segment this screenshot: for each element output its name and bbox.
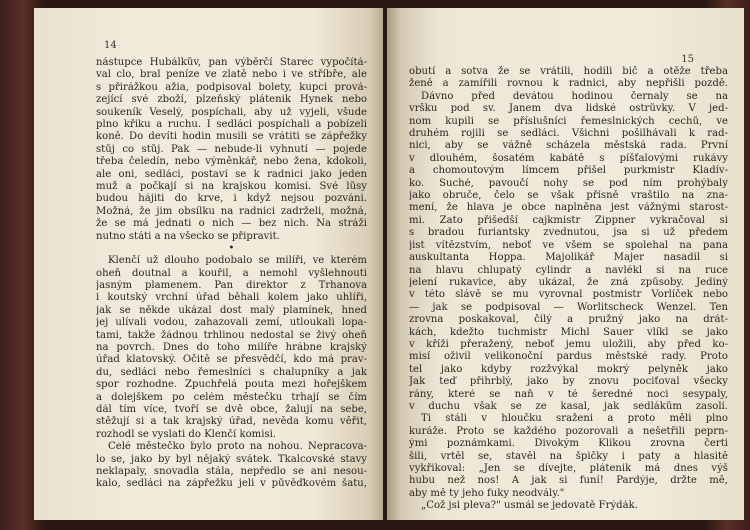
right-page-text <box>409 66 728 513</box>
text-line: dál tím více, tvoří se dvě obce, žalují na sebe, <box>96 403 367 415</box>
text-line: obutí a sotva že se vrátili, hodili bič a otěže třeba <box>409 66 728 77</box>
text-line: muž a počkají si na krajskou komisi. Své lůsy <box>96 181 367 193</box>
text-line: jelení rukavice, aby ukázal, že zná způsoby. Jediný <box>409 276 728 288</box>
text-line: v duchu však se ze kasal, jak sedlákům zasolí. <box>409 400 728 412</box>
text-line: kalo, sedláci na zápřežku jeli v půvěďkovém šatu, <box>96 478 367 490</box>
text-line: Dávno před devátou hodinou černaly se na <box>421 90 728 102</box>
text-line: kuráže. Proto se každého pozorovali a nešetřili peprn- <box>409 425 728 437</box>
text-line: mi. Zato přišedší cajkmistr Zippner vykračoval si <box>409 214 728 226</box>
left-page <box>34 8 383 520</box>
text-line: Jak teď přihrblý, jako by znovu pociťoval všecky <box>409 376 728 388</box>
text-line: budou hájiti do krve, i když nejsou pozváni. <box>96 193 367 205</box>
text-line: koně. Do devíti hodin musili se vrátiti se zápřežky <box>96 131 367 143</box>
text-line: třeba čeledín, nebo výměnkář, nebo žena, kdokoli, <box>96 156 367 168</box>
text-line: nástupce Hubálkův, pan výběrčí Starec vypočítá- <box>96 57 367 68</box>
page-number-left: 14 <box>104 40 117 51</box>
text-line: v dlouhém, šosatém kabátě s píšťalovými rukávy <box>409 152 728 164</box>
text-line: ale oni, sedláci, postaví se k radnici jako jeden <box>96 168 367 180</box>
text-line: stěžují si a tak krajský úřad, nevěda komu věřit, <box>96 416 367 428</box>
text-line: „Což jsi pleva?" usmál se jedovatě Frýdák. <box>421 500 638 512</box>
text-line: rozhodl se vyslati do Klenčí komisi. <box>96 428 277 440</box>
text-line: Celé městečko bylo proto na nohou. Nepracova- <box>108 441 367 453</box>
text-line: tami, takže žádnou trhlinou nedostal se živý oheň <box>96 329 367 341</box>
text-line: a chomoutovým límcem přišel purkmistr Kladív- <box>409 165 728 177</box>
text-line: lo se, jako by byl nějaký svátek. Tkalcovské stavy <box>96 453 367 465</box>
text-line: aby mě ty jeho fuky neodvály." <box>409 487 565 499</box>
text-line: val clo, bral peníze ve zlatě nebo i ve stříbře, ale <box>96 69 367 81</box>
text-line: auskultanta Hoppa. Majolikář Majer nasadil si <box>409 252 728 264</box>
text-line: že se má jednati o nich — bez nich. Na stráži <box>96 218 367 230</box>
text-line: du, sedláci nebo řemeslníci s chalupníky a jak <box>96 366 367 378</box>
text-line: na hlavu chlupatý cylindr a navlékl si na ruce <box>409 264 728 276</box>
text-line: a dolejškem po celém městečku trhají se čím <box>96 391 367 403</box>
page-number-right: 15 <box>681 54 694 65</box>
text-line: soukeník Veselý, pospíchali, aby už vyjeli, všude <box>96 106 367 118</box>
text-line: Možná, že jim obsílku na radnici zadrželi, možná, <box>96 205 367 217</box>
text-line: Ti stáli v hloučku sraženi a proto měli plno <box>421 413 728 425</box>
text-line: v kříži přeražený, neboť jemu uložili, aby před ko- <box>409 338 728 350</box>
text-line: šili, vrtěl se, stavěl na špičky i paty a hlasitě <box>409 450 728 462</box>
text-line: oheň doutnal a kouřil, a nemohl vyšlehnouti <box>96 267 367 279</box>
text-line: i koutský vrchní úřad běhali kolem jako uhlíři, <box>96 292 367 304</box>
text-line: hubu než nos! A jak si funí! Pardýje, držte mě, <box>409 475 728 487</box>
text-line: zející své zboží, plzeňský plátenik Hynek nebo <box>96 94 367 106</box>
text-line: vršku pod sv. Janem dva lidské ostrůvky. V jed- <box>409 103 728 115</box>
text-line: plno křiku a ruchu. I sedláci pospíchali a pobízeli <box>96 119 367 131</box>
text-line: nutno státi a na všecko se připravit. <box>96 230 280 242</box>
text-line: v této slávě se mu vyrovnal postmistr Vorlíček nebo <box>409 289 728 301</box>
text-line: mení, že hlava je obce naplněna jest vážnými starost- <box>409 202 728 214</box>
text-line: na povrch. Dnes do toho milíře hrábne krajský <box>96 341 367 353</box>
text-line: misí oživil velikonoční pardus městské rady. Proto <box>409 351 728 363</box>
text-line: jak se někde ukázal dost malý plamínek, hned <box>96 304 367 316</box>
text-line: vykřikoval: „Jen se dívejte, plátenik má dnes výš <box>409 463 728 474</box>
right-page <box>387 8 744 520</box>
text-line: jist vítězstvím, neboť ve všem se spolehal na pana <box>409 239 728 251</box>
text-line: ženě a zamířili rovnou k radnici, aby nepřišli pozdě. <box>409 78 728 90</box>
text-line: jasným plamenem. Pan direktor z Trhanova <box>96 279 367 291</box>
text-line: zrovna poskakoval, čilý a pružný jako na drát- <box>409 314 728 326</box>
left-page-text <box>96 57 367 491</box>
text-line: ými poznámkami. Divokým Klikou zrovna čerti <box>409 438 728 450</box>
text-line: neklapaly, snovadla stála, nepředlo se ani nesou- <box>96 466 367 477</box>
text-line: úřad klatovský. Očitě se přesvědčí, kdo má prav- <box>96 354 367 366</box>
text-line: jako obruče, čelo se však přísně vraštilo na zna- <box>409 190 728 202</box>
section-separator: • <box>228 243 235 255</box>
text-line: nom kupili se příslušníci řemeslnických cechů, ve <box>409 115 728 127</box>
text-line: s bradou furiantsky zvednutou, jsa si už předem <box>409 227 728 239</box>
text-line: tel jako kdyby rozžvýkal mokrý pelyněk jako <box>409 363 728 375</box>
text-line: kách, kdežto tuchmistr Michl Sauer vlíkl se jako <box>409 326 728 338</box>
text-line: druhém rojili se sedláci. Všichni pošilhávali k rad- <box>409 128 728 140</box>
text-line: stůj co stůj. Pak — nebude-li vyhnutí — pojede <box>96 143 367 155</box>
text-line: spor rozhodne. Zpuchřelá pouta mezi hořejškem <box>96 379 367 391</box>
text-line: nici, aby se vážně scházela městská rada. První <box>409 140 728 152</box>
text-line: rány, které se naň v té šeredné noci sesypaly, <box>409 388 728 400</box>
text-line: ko. Suché, pavoučí nohy se pod ním prohýbaly <box>409 177 728 189</box>
text-line: Klenčí už dlouho podobalo se milíři, ve kterém <box>108 255 367 267</box>
text-line: s přirážkou ažia, podpisoval bolety, kupci prová- <box>96 81 367 93</box>
text-line: jej ulívali vodou, zahazovali zemí, utloukali lopa- <box>96 317 367 329</box>
text-line: — jak se podpisoval — Worlitscheck Wenzel. Ten <box>409 301 728 313</box>
